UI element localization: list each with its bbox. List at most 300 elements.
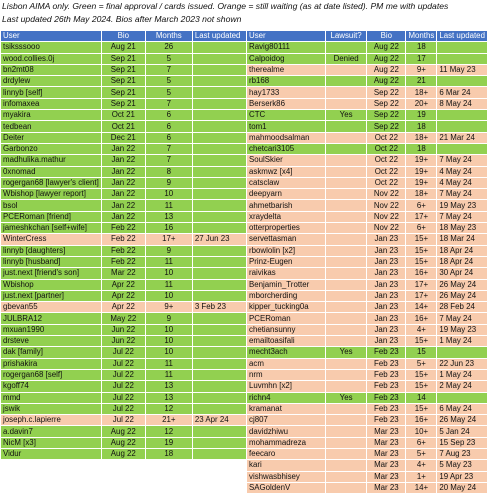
cell-months: 21+ xyxy=(145,415,192,426)
cell-lawsuit xyxy=(325,211,366,222)
cell-bio: Oct 22 xyxy=(367,166,406,177)
header-last-updated: Last updated xyxy=(437,31,488,42)
caption-line-1: Lisbon AIMA only. Green = final approval / cards issued. Orange = still waiting (as at date listed). PM me with updates xyxy=(2,1,449,11)
cell-months: 5 xyxy=(145,76,192,87)
cell-user: therealme xyxy=(247,64,326,75)
cell-user: kipper_tucking0a xyxy=(247,302,326,313)
cell-months: 6+ xyxy=(406,200,437,211)
cell-bio: Jul 22 xyxy=(101,381,145,392)
cell-bio: Jan 23 xyxy=(367,256,406,267)
cell-bio: Feb 22 xyxy=(101,234,145,245)
cell-bio: Nov 22 xyxy=(367,223,406,234)
cell-user: vishwasbhisey xyxy=(247,471,326,482)
table-row xyxy=(1,223,261,234)
cell-user: Prinz-Eugen xyxy=(247,256,326,267)
cell-lawsuit xyxy=(325,64,366,75)
cell-lawsuit xyxy=(325,177,366,188)
cell-user: CTC xyxy=(247,110,326,121)
cell-lawsuit xyxy=(325,403,366,414)
cell-user: mborcherding xyxy=(247,290,326,301)
cell-lawsuit xyxy=(325,166,366,177)
cell-user: gbevan55 xyxy=(1,302,102,313)
cell-bio: Jan 23 xyxy=(367,336,406,347)
cell-lawsuit xyxy=(325,279,366,290)
cell-months: 7 xyxy=(145,64,192,75)
header-bio: Bio xyxy=(101,31,145,42)
table-row xyxy=(1,302,261,313)
cell-lawsuit xyxy=(325,223,366,234)
cell-months: 15+ xyxy=(406,381,437,392)
cell-bio: Aug 22 xyxy=(101,437,145,448)
cell-months: 15+ xyxy=(406,336,437,347)
header-months: Months xyxy=(145,31,192,42)
cell-bio: Mar 23 xyxy=(367,482,406,493)
cell-bio: Sep 21 xyxy=(101,53,145,64)
cell-last-updated xyxy=(437,143,488,154)
cell-months: 20+ xyxy=(406,98,437,109)
cell-bio: Jan 23 xyxy=(367,290,406,301)
table-row xyxy=(1,358,261,369)
cell-user: rogergan68 [lawyer's client] xyxy=(1,177,102,188)
cell-months: 14+ xyxy=(406,302,437,313)
cell-bio: Feb 22 xyxy=(101,256,145,267)
cell-bio: Jul 22 xyxy=(101,392,145,403)
cell-user: PCERoman xyxy=(247,313,326,324)
table-row xyxy=(247,358,488,369)
cell-months: 11 xyxy=(145,279,192,290)
cell-user: Ravig80111 xyxy=(247,42,326,53)
cell-lawsuit xyxy=(325,121,366,132)
cell-bio: Aug 22 xyxy=(101,426,145,437)
table-row xyxy=(1,403,261,414)
left-table-body xyxy=(1,42,261,460)
cell-user: Wbishop [lawyer report] xyxy=(1,189,102,200)
cell-user: askmwz [x4] xyxy=(247,166,326,177)
cell-lawsuit xyxy=(325,369,366,380)
cell-months: 7 xyxy=(145,143,192,154)
cell-last-updated: 7 May 24 xyxy=(437,211,488,222)
cell-months: 10 xyxy=(145,268,192,279)
cell-months: 17 xyxy=(406,53,437,64)
cell-bio: Jan 23 xyxy=(367,324,406,335)
cell-user: dak [family] xyxy=(1,347,102,358)
cell-bio: Feb 23 xyxy=(367,347,406,358)
cell-months: 9 xyxy=(145,245,192,256)
cell-months: 7 xyxy=(145,155,192,166)
cell-months: 10 xyxy=(145,336,192,347)
cell-months: 17+ xyxy=(406,279,437,290)
cell-lawsuit: Yes xyxy=(325,347,366,358)
table-row xyxy=(247,415,488,426)
cell-months: 13 xyxy=(145,381,192,392)
cell-bio: Jan 23 xyxy=(367,268,406,279)
cell-months: 18 xyxy=(406,121,437,132)
table-row xyxy=(247,256,488,267)
cell-bio: Mar 23 xyxy=(367,426,406,437)
cell-months: 15+ xyxy=(406,403,437,414)
cell-user: davidzhiwu xyxy=(247,426,326,437)
cell-user: just.next [partner] xyxy=(1,290,102,301)
cell-months: 12 xyxy=(145,426,192,437)
cell-months: 18+ xyxy=(406,189,437,200)
cell-lawsuit xyxy=(325,132,366,143)
cell-user: joseph.c.lapierre xyxy=(1,415,102,426)
cell-user: kgoff74 xyxy=(1,381,102,392)
cell-last-updated: 18 May 23 xyxy=(437,223,488,234)
cell-last-updated: 1 May 24 xyxy=(437,369,488,380)
table-row xyxy=(247,268,488,279)
cell-bio: Feb 23 xyxy=(367,392,406,403)
cell-months: 10 xyxy=(145,324,192,335)
cell-bio: Jan 22 xyxy=(101,200,145,211)
table-row xyxy=(247,381,488,392)
cell-months: 17+ xyxy=(406,211,437,222)
cell-bio: Jan 23 xyxy=(367,302,406,313)
cell-user: rogergan68 [self] xyxy=(1,369,102,380)
cell-last-updated: 7 May 24 xyxy=(437,313,488,324)
table-row xyxy=(247,76,488,87)
cell-lawsuit xyxy=(325,189,366,200)
cell-months: 5 xyxy=(145,53,192,64)
cell-user: PCERoman [friend] xyxy=(1,211,102,222)
table-row xyxy=(1,143,261,154)
cell-lawsuit xyxy=(325,87,366,98)
cell-user: Deiter xyxy=(1,132,102,143)
cell-lawsuit xyxy=(325,381,366,392)
table-row xyxy=(247,290,488,301)
table-row xyxy=(1,256,261,267)
cell-lawsuit xyxy=(325,415,366,426)
right-table-body xyxy=(247,42,488,494)
cell-lawsuit: Yes xyxy=(325,110,366,121)
cell-user: rb168 xyxy=(247,76,326,87)
table-row xyxy=(1,347,261,358)
cell-user: deepyarn xyxy=(247,189,326,200)
cell-bio: Jul 22 xyxy=(101,403,145,414)
cell-months: 9 xyxy=(145,313,192,324)
cell-bio: Feb 23 xyxy=(367,403,406,414)
cell-bio: Feb 23 xyxy=(367,369,406,380)
cell-user: madhulika.mathur xyxy=(1,155,102,166)
cell-bio: Jul 22 xyxy=(101,369,145,380)
cell-lawsuit xyxy=(325,437,366,448)
cell-months: 15+ xyxy=(406,256,437,267)
cell-user: servettasman xyxy=(247,234,326,245)
cell-user: NicM [x3] xyxy=(1,437,102,448)
cell-bio: Jan 22 xyxy=(101,155,145,166)
table-row xyxy=(1,177,261,188)
cell-last-updated: 6 Mar 24 xyxy=(437,87,488,98)
cell-bio: Aug 22 xyxy=(367,42,406,53)
cell-bio: Oct 22 xyxy=(367,177,406,188)
cell-user: raivikas xyxy=(247,268,326,279)
cell-months: 9 xyxy=(145,177,192,188)
cell-lawsuit xyxy=(325,256,366,267)
cell-months: 11 xyxy=(145,256,192,267)
cell-bio: Sep 22 xyxy=(367,98,406,109)
cell-bio: Jun 22 xyxy=(101,336,145,347)
cell-months: 11 xyxy=(145,358,192,369)
table-row xyxy=(1,76,261,87)
table-row xyxy=(1,279,261,290)
cell-months: 7 xyxy=(145,98,192,109)
cell-last-updated: 20 May 24 xyxy=(437,482,488,493)
cell-months: 19+ xyxy=(406,177,437,188)
cell-user: bn2mt08 xyxy=(1,64,102,75)
cell-last-updated: 6 May 24 xyxy=(437,403,488,414)
cell-last-updated xyxy=(437,392,488,403)
table-row xyxy=(1,392,261,403)
cell-last-updated: 11 May 23 xyxy=(437,64,488,75)
table-row xyxy=(1,245,261,256)
cell-last-updated: 18 Mar 24 xyxy=(437,234,488,245)
cell-lawsuit: Denied xyxy=(325,53,366,64)
cell-last-updated: 7 Aug 23 xyxy=(437,448,488,459)
cell-bio: Jul 22 xyxy=(101,358,145,369)
cell-months: 10+ xyxy=(406,426,437,437)
table-row xyxy=(247,166,488,177)
table-row xyxy=(1,290,261,301)
cell-last-updated: 18 Apr 24 xyxy=(437,256,488,267)
cell-last-updated xyxy=(437,110,488,121)
cell-user: jswik xyxy=(1,403,102,414)
header-user: User xyxy=(247,31,326,42)
cell-user: tedbean xyxy=(1,121,102,132)
cell-user: prishakira xyxy=(1,358,102,369)
right-table-header xyxy=(247,31,488,42)
table-row xyxy=(247,302,488,313)
cell-months: 6 xyxy=(145,132,192,143)
cell-lawsuit xyxy=(325,313,366,324)
cell-lawsuit xyxy=(325,98,366,109)
cell-user: Wbishop xyxy=(1,279,102,290)
table-row xyxy=(1,211,261,222)
cell-months: 18 xyxy=(145,448,192,459)
cell-last-updated: 8 May 24 xyxy=(437,98,488,109)
cell-last-updated: 28 Feb 24 xyxy=(437,302,488,313)
cell-lawsuit xyxy=(325,200,366,211)
cell-last-updated: 15 Sep 23 xyxy=(437,437,488,448)
cell-user: Benjamin_Trotter xyxy=(247,279,326,290)
cell-user: nrm xyxy=(247,369,326,380)
cell-months: 21 xyxy=(406,76,437,87)
cell-user: infomaxea xyxy=(1,98,102,109)
table-row xyxy=(247,42,488,53)
table-row xyxy=(1,42,261,53)
cell-bio: Oct 22 xyxy=(367,155,406,166)
header-last-updated: Last updated xyxy=(192,31,260,42)
cell-user: mohammadreza xyxy=(247,437,326,448)
cell-last-updated: 22 Jun 23 xyxy=(437,358,488,369)
cell-months: 16+ xyxy=(406,313,437,324)
cell-lawsuit xyxy=(325,471,366,482)
cell-bio: Mar 23 xyxy=(367,448,406,459)
header-bio: Bio xyxy=(367,31,406,42)
cell-bio: Feb 22 xyxy=(101,223,145,234)
cell-bio: Nov 22 xyxy=(367,211,406,222)
cell-user: mxuan1990 xyxy=(1,324,102,335)
cell-bio: Feb 23 xyxy=(367,358,406,369)
cell-lawsuit xyxy=(325,245,366,256)
table-row xyxy=(1,336,261,347)
cell-lawsuit xyxy=(325,336,366,347)
cell-user: tsiksssooo xyxy=(1,42,102,53)
cell-bio: Oct 22 xyxy=(367,143,406,154)
cell-months: 16+ xyxy=(406,415,437,426)
cell-months: 19+ xyxy=(406,166,437,177)
cell-user: SoulSkier xyxy=(247,155,326,166)
cell-months: 6+ xyxy=(406,437,437,448)
cell-bio: Jan 23 xyxy=(367,313,406,324)
table-row xyxy=(247,471,488,482)
table-row xyxy=(247,155,488,166)
cell-months: 12 xyxy=(145,403,192,414)
cell-months: 9+ xyxy=(145,302,192,313)
cell-user: Berserk86 xyxy=(247,98,326,109)
cell-bio: Oct 22 xyxy=(367,132,406,143)
cell-bio: Nov 22 xyxy=(367,200,406,211)
cell-lawsuit xyxy=(325,302,366,313)
cell-user: jameshkchan [self+wife] xyxy=(1,223,102,234)
table-row xyxy=(247,177,488,188)
cell-bio: Feb 23 xyxy=(367,415,406,426)
cell-last-updated: 27 Jun 23 xyxy=(192,234,260,245)
cell-bio: Apr 22 xyxy=(101,302,145,313)
cell-user: WinterCress xyxy=(1,234,102,245)
cell-user: drdylew xyxy=(1,76,102,87)
table-row xyxy=(1,121,261,132)
cell-months: 10 xyxy=(145,189,192,200)
table-row xyxy=(1,381,261,392)
cell-months: 19 xyxy=(145,437,192,448)
cell-user: myakira xyxy=(1,110,102,121)
cell-lawsuit xyxy=(325,234,366,245)
cell-lawsuit xyxy=(325,358,366,369)
cell-user: bsol xyxy=(1,200,102,211)
cell-last-updated: 5 Jan 24 xyxy=(437,426,488,437)
cell-user: xraydelta xyxy=(247,211,326,222)
cell-user: tom1 xyxy=(247,121,326,132)
cell-bio: Feb 22 xyxy=(101,245,145,256)
cell-months: 18+ xyxy=(406,132,437,143)
cell-user: drsteve xyxy=(1,336,102,347)
cell-bio: Jul 22 xyxy=(101,415,145,426)
cell-user: linnyb [daughters] xyxy=(1,245,102,256)
cell-user: linnyb [self] xyxy=(1,87,102,98)
cell-user: kari xyxy=(247,460,326,471)
cell-months: 15+ xyxy=(406,245,437,256)
cell-months: 4+ xyxy=(406,324,437,335)
cell-bio: Sep 22 xyxy=(367,110,406,121)
table-row xyxy=(247,347,488,358)
cell-lawsuit xyxy=(325,42,366,53)
cell-lawsuit xyxy=(325,324,366,335)
cell-months: 6 xyxy=(145,121,192,132)
cell-months: 9+ xyxy=(406,64,437,75)
cell-bio: May 22 xyxy=(101,313,145,324)
cell-bio: Jan 23 xyxy=(367,245,406,256)
cell-user: SAGoldenV xyxy=(247,482,326,493)
cell-bio: Sep 21 xyxy=(101,64,145,75)
cell-last-updated xyxy=(437,121,488,132)
table-row xyxy=(247,223,488,234)
cell-lawsuit xyxy=(325,448,366,459)
cell-months: 6 xyxy=(145,110,192,121)
cell-user: richn4 xyxy=(247,392,326,403)
cell-user: a.davin7 xyxy=(1,426,102,437)
cell-bio: Apr 22 xyxy=(101,279,145,290)
cell-last-updated: 5 May 23 xyxy=(437,460,488,471)
cell-last-updated: 21 Mar 24 xyxy=(437,132,488,143)
cell-user: chetiansunny xyxy=(247,324,326,335)
table-row xyxy=(1,234,261,245)
cell-months: 14+ xyxy=(406,482,437,493)
cell-user: kramanat xyxy=(247,403,326,414)
cell-last-updated: 7 May 24 xyxy=(437,155,488,166)
cell-months: 6+ xyxy=(406,223,437,234)
cell-bio: Oct 21 xyxy=(101,121,145,132)
cell-months: 15 xyxy=(406,347,437,358)
table-row xyxy=(247,482,488,493)
cell-user: Garbonzo xyxy=(1,143,102,154)
cell-months: 18 xyxy=(406,42,437,53)
cell-bio: Feb 23 xyxy=(367,381,406,392)
table-row xyxy=(247,369,488,380)
cell-months: 10 xyxy=(145,347,192,358)
header-user: User xyxy=(1,31,102,42)
table-row xyxy=(247,200,488,211)
table-row xyxy=(247,324,488,335)
cell-months: 18 xyxy=(406,143,437,154)
cell-months: 19 xyxy=(406,110,437,121)
cell-bio: Aug 22 xyxy=(101,448,145,459)
table-row xyxy=(247,98,488,109)
cell-months: 13 xyxy=(145,392,192,403)
cell-last-updated: 26 May 24 xyxy=(437,415,488,426)
cell-months: 11 xyxy=(145,200,192,211)
table-row xyxy=(247,245,488,256)
cell-user: linnyb [husband] xyxy=(1,256,102,267)
cell-last-updated: 26 May 24 xyxy=(437,279,488,290)
cell-last-updated: 19 Apr 23 xyxy=(437,471,488,482)
cell-last-updated: 23 Apr 24 xyxy=(192,415,260,426)
cell-bio: Jan 22 xyxy=(101,177,145,188)
table-row xyxy=(1,166,261,177)
table-row xyxy=(247,403,488,414)
cell-months: 17+ xyxy=(406,290,437,301)
cell-last-updated xyxy=(437,347,488,358)
table-row xyxy=(247,121,488,132)
table-row xyxy=(247,234,488,245)
table-row xyxy=(1,98,261,109)
cell-bio: Jan 22 xyxy=(101,143,145,154)
cell-months: 5+ xyxy=(406,448,437,459)
table-row xyxy=(1,53,261,64)
table-row xyxy=(1,268,261,279)
cell-months: 26 xyxy=(145,42,192,53)
cell-user: Calpoidog xyxy=(247,53,326,64)
cell-last-updated: 4 May 24 xyxy=(437,177,488,188)
header-lawsuit: Lawsuit? xyxy=(325,31,366,42)
cell-user: acm xyxy=(247,358,326,369)
cell-bio: Jul 22 xyxy=(101,347,145,358)
table-row xyxy=(1,87,261,98)
cell-bio: Sep 21 xyxy=(101,98,145,109)
cell-months: 16+ xyxy=(406,268,437,279)
cell-bio: Sep 22 xyxy=(367,87,406,98)
cell-bio: Aug 22 xyxy=(367,76,406,87)
table-row xyxy=(247,132,488,143)
